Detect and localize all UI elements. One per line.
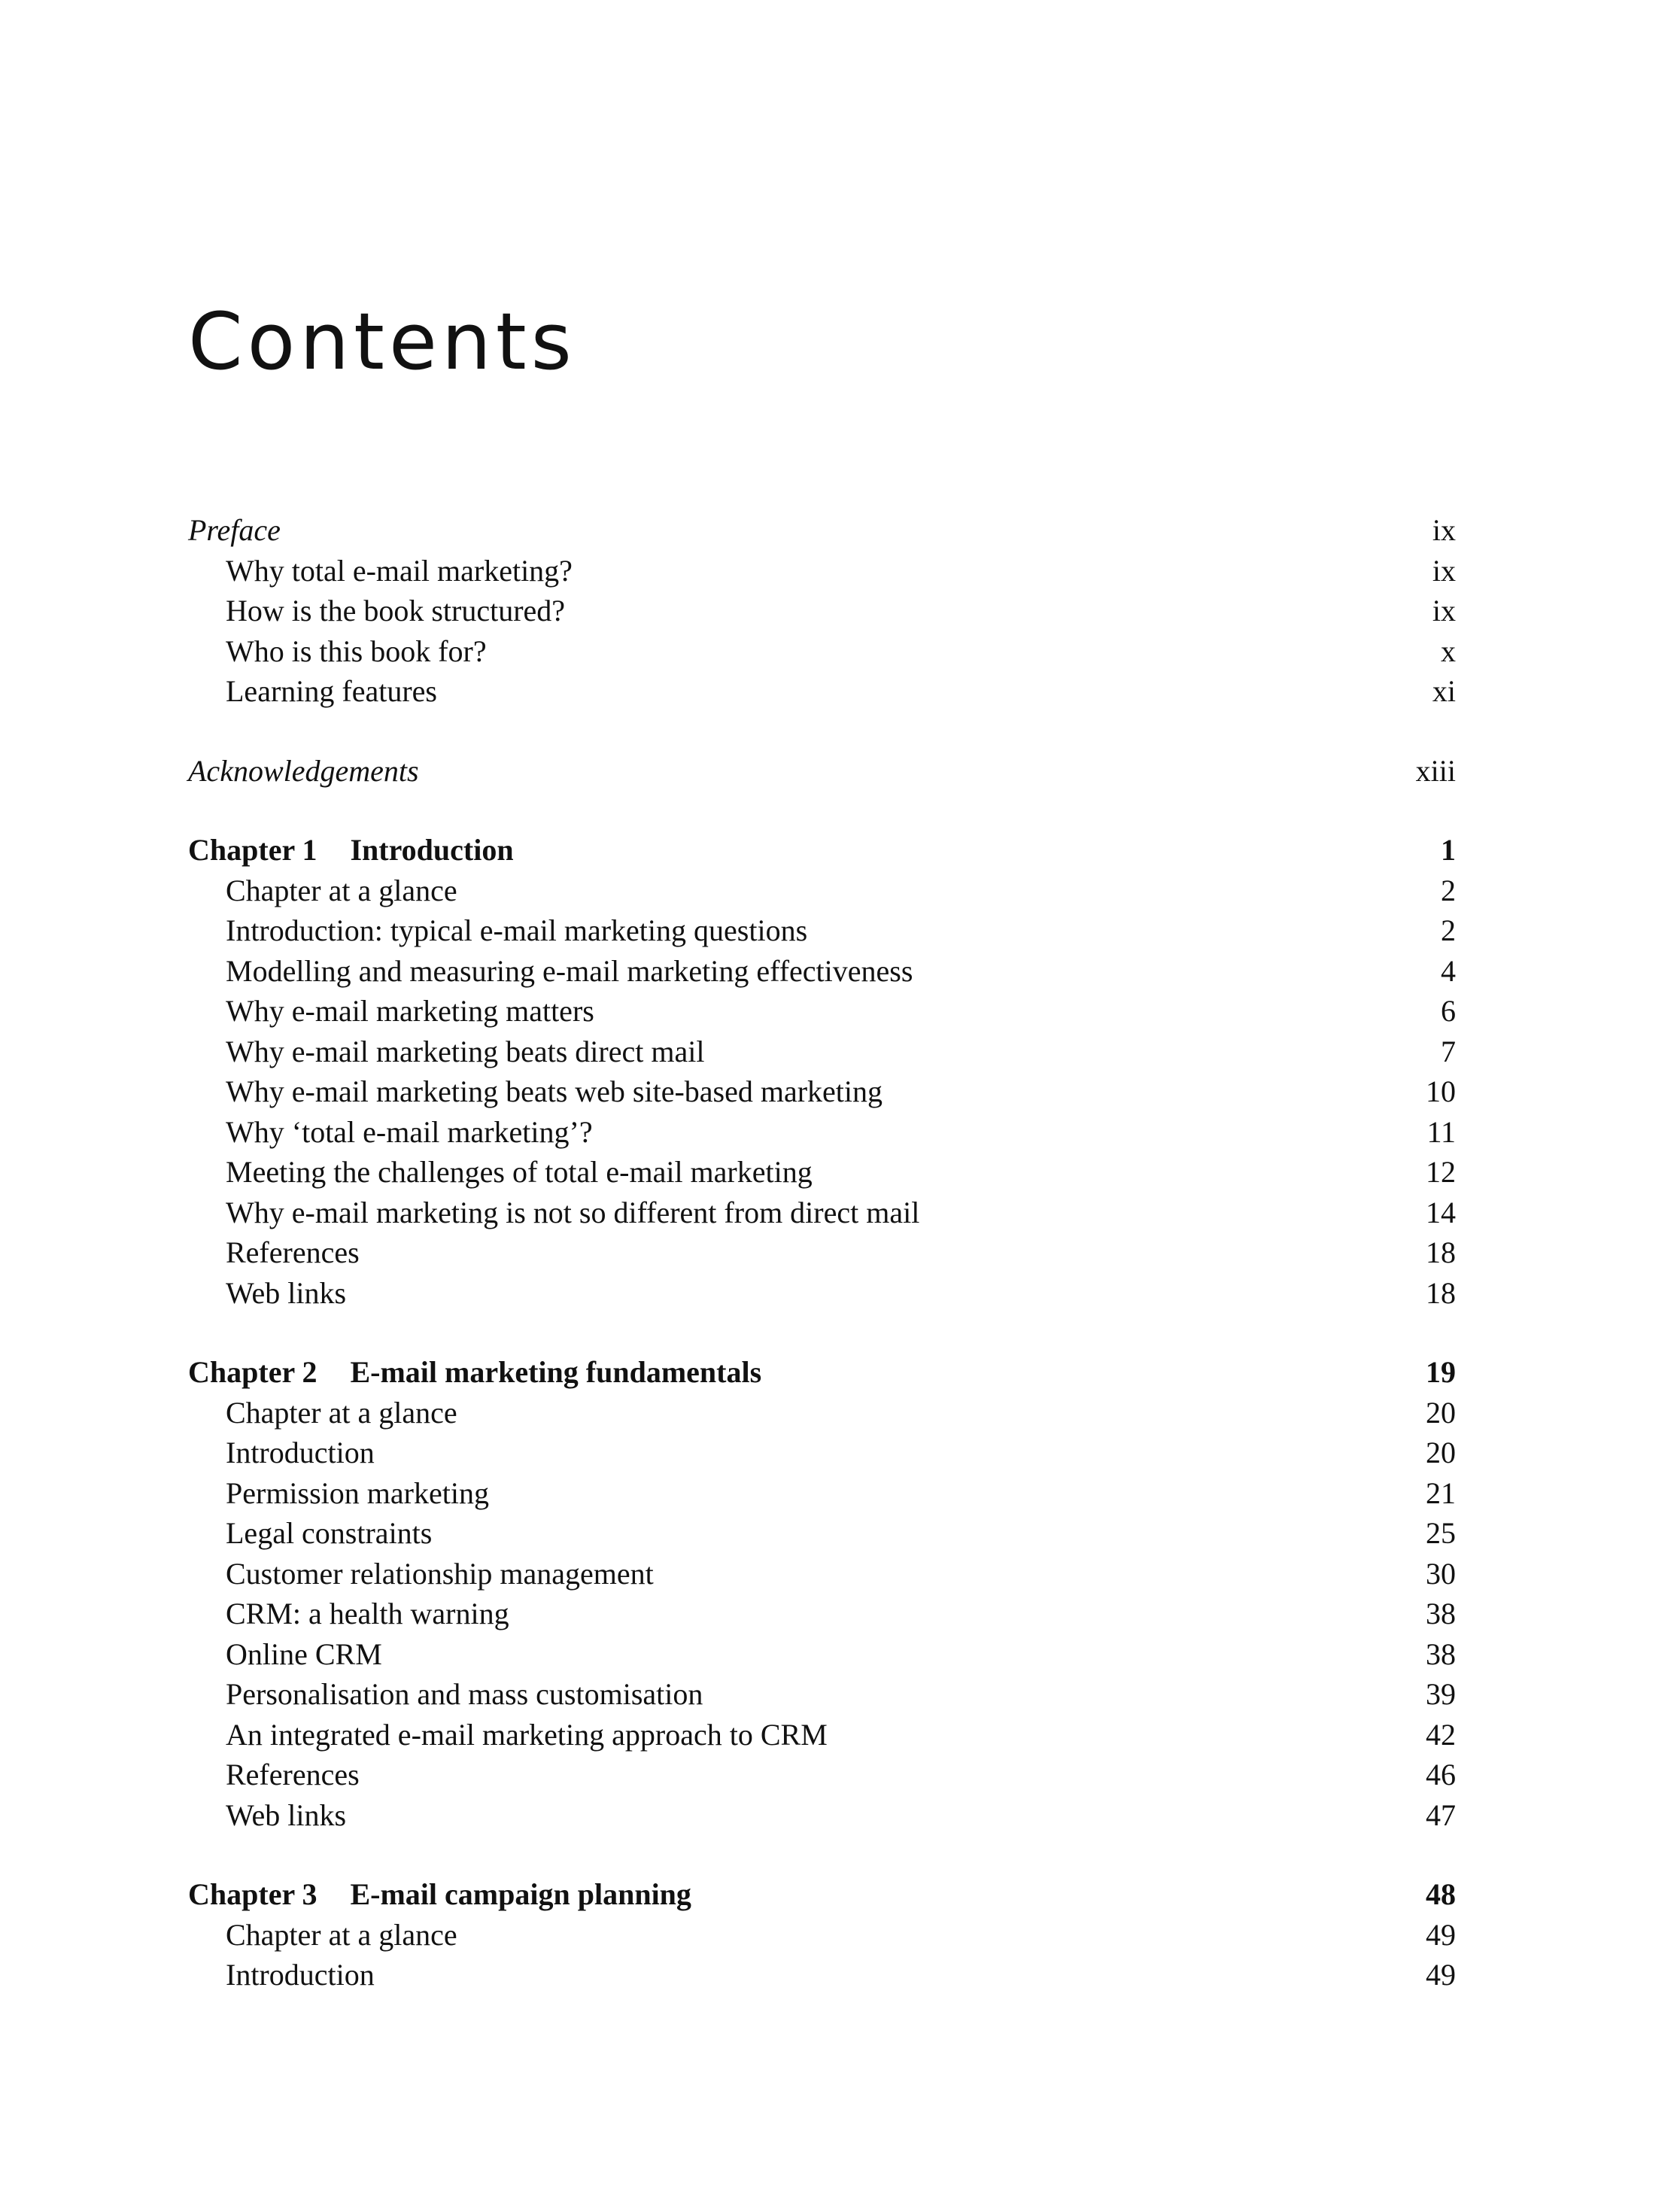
toc-entry[interactable]	[188, 1755, 1456, 1795]
toc-chapter-title-group	[188, 1352, 761, 1393]
toc-page-number: 30	[1426, 1556, 1456, 1591]
toc-page-number: 18	[1426, 1235, 1456, 1269]
toc-page-number: x	[1441, 634, 1456, 668]
toc-page-number: 19	[1426, 1355, 1456, 1389]
toc-entry-label: Web links	[226, 1275, 347, 1310]
toc-page-number: ix	[1432, 553, 1456, 588]
toc-entry-label: Learning features	[226, 674, 437, 708]
toc-entry[interactable]	[188, 1554, 1456, 1594]
toc-page-number: 6	[1441, 994, 1456, 1028]
toc-entry-label: References	[226, 1758, 360, 1791]
toc-entry-label: Chapter at a glance	[226, 873, 457, 907]
toc-page-number: 25	[1426, 1516, 1456, 1550]
toc-entry[interactable]	[188, 951, 1456, 992]
toc-entry[interactable]	[188, 1513, 1456, 1554]
toc-entry[interactable]	[188, 1795, 1456, 1836]
toc-page-number: xi	[1432, 674, 1456, 708]
toc-entry[interactable]	[188, 1594, 1456, 1634]
chapter-title: E-mail campaign planning	[350, 1877, 691, 1911]
toc-entry[interactable]	[188, 1634, 1456, 1675]
toc-page-number: 4	[1441, 953, 1456, 988]
toc-entry[interactable]	[188, 1955, 1456, 1995]
toc-entry[interactable]	[188, 1232, 1456, 1273]
toc-entry[interactable]	[188, 1674, 1456, 1715]
toc-entry-label: References	[226, 1235, 360, 1269]
toc-entry-label: Personalisation and mass customisation	[226, 1677, 703, 1711]
chapter-title: E-mail marketing fundamentals	[350, 1355, 762, 1389]
toc-page-number: 14	[1426, 1195, 1456, 1229]
toc-entry-label: An integrated e-mail marketing approach to CRM	[226, 1717, 828, 1752]
toc-entry[interactable]	[188, 631, 1456, 672]
toc-page-number: 47	[1426, 1798, 1456, 1832]
toc-entry-label: Why ‘total e-mail marketing’?	[226, 1114, 593, 1149]
toc-entry-label: Why e-mail marketing is not so different from direct mail	[226, 1195, 920, 1229]
toc-entry-label: Legal constraints	[226, 1516, 433, 1550]
toc-entry-label: How is the book structured?	[226, 594, 566, 628]
toc-page-number: 48	[1426, 1877, 1456, 1911]
toc-section-acknowledgements	[188, 751, 1456, 792]
toc-entry[interactable]	[188, 551, 1456, 591]
toc-entry-label: Chapter at a glance	[226, 1917, 457, 1952]
toc-entry-label: Why total e-mail marketing?	[226, 553, 573, 588]
toc-entry-label: Online CRM	[226, 1636, 382, 1671]
toc-entry[interactable]	[188, 591, 1456, 631]
toc-chapter-heading[interactable]	[188, 1874, 1456, 1915]
toc-page-number: 38	[1426, 1597, 1456, 1630]
toc-page-number: 49	[1426, 1917, 1456, 1952]
toc-entry[interactable]	[188, 1433, 1456, 1473]
toc-entry-label: Introduction	[226, 1958, 375, 1992]
chapter-title: Introduction	[350, 833, 514, 867]
toc-page-number: 11	[1426, 1114, 1456, 1149]
toc-entry-label: Customer relationship management	[226, 1556, 654, 1591]
toc-entry-label: CRM: a health warning	[226, 1597, 509, 1630]
toc-page-number: 2	[1441, 913, 1456, 947]
chapter-number: Chapter 3	[188, 1877, 317, 1911]
toc-entry-label: Introduction	[226, 1436, 375, 1469]
toc-entry-label: Permission marketing	[226, 1475, 489, 1510]
toc-entry-label: Introduction: typical e-mail marketing questions	[226, 913, 808, 947]
toc-page-number: 46	[1426, 1758, 1456, 1791]
toc-page-number: 20	[1426, 1436, 1456, 1469]
toc-chapter-title-group	[188, 1874, 691, 1915]
toc-entry[interactable]	[188, 1273, 1456, 1314]
toc-entry[interactable]	[188, 1473, 1456, 1514]
toc-page-number: 20	[1426, 1395, 1456, 1430]
toc-page-number: 39	[1426, 1677, 1456, 1711]
toc-entry[interactable]	[188, 1393, 1456, 1433]
toc-entry[interactable]	[188, 1152, 1456, 1193]
toc-entry-label: Chapter at a glance	[226, 1395, 457, 1430]
toc-page-number: 12	[1426, 1155, 1456, 1189]
toc-section-chapter-3	[188, 1874, 1456, 1995]
toc-entry[interactable]	[188, 1915, 1456, 1956]
toc-entry[interactable]	[188, 1112, 1456, 1153]
toc-section-chapter-2	[188, 1352, 1456, 1835]
toc-page-number: 18	[1426, 1275, 1456, 1310]
toc-entry[interactable]	[188, 1071, 1456, 1112]
toc-entry-label: Who is this book for?	[226, 634, 487, 668]
toc-entry-label: Why e-mail marketing matters	[226, 994, 594, 1028]
toc-page-number: 7	[1441, 1034, 1456, 1068]
toc-section-preface	[188, 510, 1456, 712]
toc-entry-label: Modelling and measuring e-mail marketing effectiveness	[226, 953, 913, 988]
toc-entry-label: Why e-mail marketing beats direct mail	[226, 1034, 705, 1068]
toc-section-chapter-1	[188, 830, 1456, 1313]
toc-page-number: ix	[1432, 513, 1456, 547]
toc-page-number: 2	[1441, 873, 1456, 907]
toc-page-number: xiii	[1415, 753, 1456, 788]
table-of-contents	[188, 510, 1456, 2035]
toc-page-number: 42	[1426, 1717, 1456, 1752]
toc-heading-label: Acknowledgements	[188, 753, 419, 788]
toc-heading-label: Preface	[188, 513, 281, 547]
page-title: Contents	[188, 296, 576, 387]
toc-entry[interactable]	[188, 1715, 1456, 1755]
toc-page-number: 1	[1441, 833, 1456, 867]
toc-entry[interactable]	[188, 671, 1456, 712]
toc-page-number: 49	[1426, 1958, 1456, 1992]
toc-page-number: 10	[1426, 1074, 1456, 1108]
toc-entry[interactable]	[188, 1193, 1456, 1233]
toc-page-number: ix	[1432, 594, 1456, 628]
toc-entry-label: Why e-mail marketing beats web site-based marketing	[226, 1074, 883, 1108]
toc-heading-acknowledgements[interactable]	[188, 751, 1456, 792]
toc-entry[interactable]	[188, 871, 1456, 911]
toc-chapter-title-group	[188, 830, 514, 871]
toc-entry[interactable]	[188, 1032, 1456, 1072]
chapter-number: Chapter 1	[188, 833, 317, 867]
toc-entry-label: Web links	[226, 1798, 347, 1832]
toc-heading-preface[interactable]	[188, 510, 1456, 551]
toc-chapter-heading[interactable]	[188, 830, 1456, 871]
toc-page-number: 21	[1426, 1475, 1456, 1510]
toc-entry-label: Meeting the challenges of total e-mail marketing	[226, 1155, 813, 1189]
toc-chapter-heading[interactable]	[188, 1352, 1456, 1393]
toc-entry[interactable]	[188, 910, 1456, 951]
toc-entry[interactable]	[188, 991, 1456, 1032]
toc-page-number: 38	[1426, 1636, 1456, 1671]
chapter-number: Chapter 2	[188, 1355, 317, 1389]
